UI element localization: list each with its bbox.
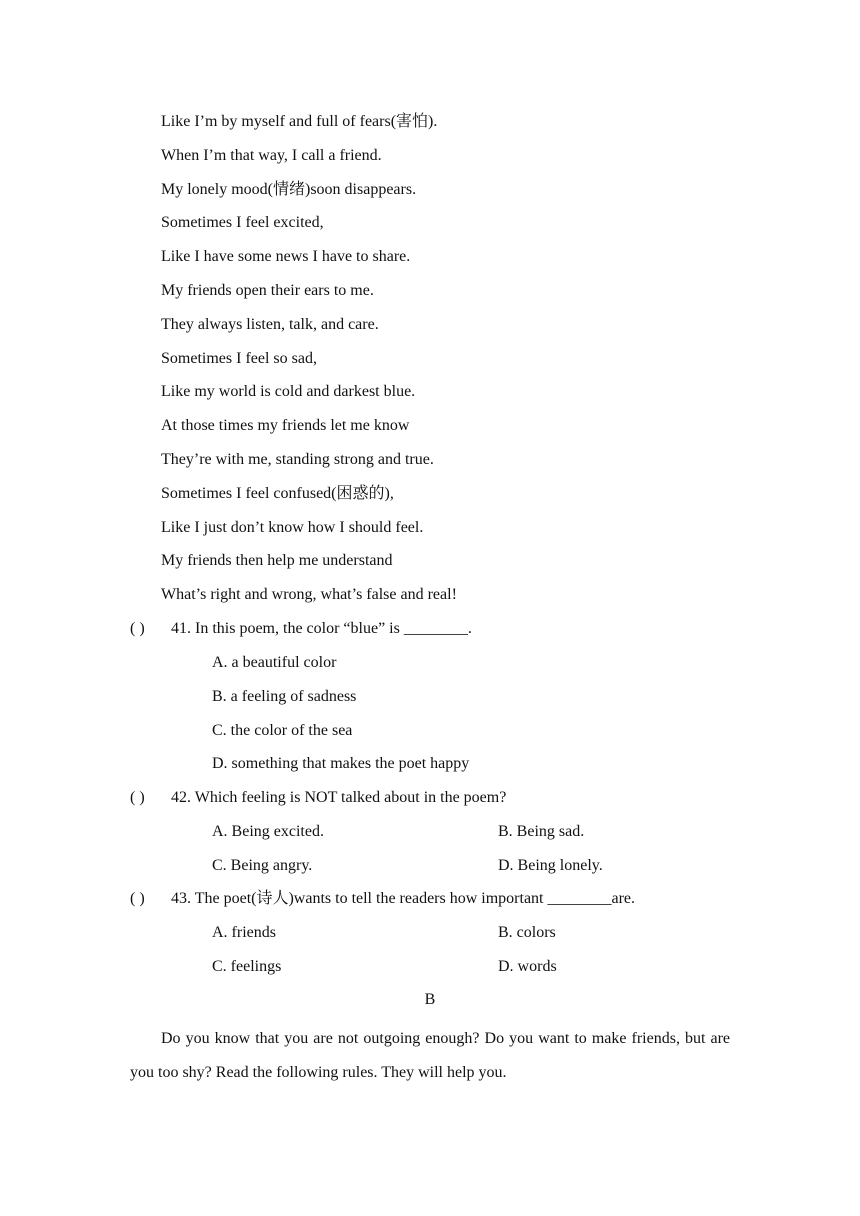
- poem-line: Sometimes I feel excited,: [161, 214, 324, 232]
- poem-line: My friends then help me understand: [161, 552, 393, 570]
- option-d: D. Being lonely.: [498, 857, 603, 874]
- option-a: A. a beautiful color: [212, 654, 337, 671]
- answer-blank[interactable]: ( ): [130, 789, 145, 806]
- option-d: D. words: [498, 958, 557, 975]
- answer-blank[interactable]: ( ): [130, 620, 145, 637]
- poem-line: Like I just don’t know how I should feel.: [161, 518, 424, 536]
- question-text: 42. Which feeling is NOT talked about in the poem?: [171, 789, 507, 806]
- option-c: C. feelings: [212, 958, 282, 975]
- answer-blank[interactable]: ( ): [130, 890, 145, 907]
- option-a: A. friends: [212, 924, 276, 941]
- question-text: 41. In this poem, the color “blue” is ________.: [171, 620, 472, 637]
- poem-line: They always listen, talk, and care.: [161, 315, 379, 333]
- option-d: D. something that makes the poet happy: [212, 755, 470, 772]
- poem-line: They’re with me, standing strong and true.: [161, 450, 434, 468]
- option-b: B. colors: [498, 924, 556, 941]
- question-41: [130, 617, 472, 641]
- option-c: C. the color of the sea: [212, 722, 353, 739]
- poem-line: Like my world is cold and darkest blue.: [161, 383, 416, 401]
- poem-line: What’s right and wrong, what’s false and real!: [161, 586, 457, 604]
- poem-line: My lonely mood(情绪)soon disappears.: [161, 180, 417, 198]
- option-a: A. Being excited.: [212, 823, 324, 840]
- poem-line: My friends open their ears to me.: [161, 281, 374, 299]
- option-b: B. a feeling of sadness: [212, 688, 357, 705]
- question-42: [130, 786, 506, 810]
- poem-line: Like I’m by myself and full of fears(害怕).: [161, 113, 438, 130]
- section-heading: B: [424, 991, 436, 1008]
- poem-line: At those times my friends let me know: [161, 417, 410, 435]
- option-b: B. Being sad.: [498, 823, 585, 840]
- question-43: [130, 887, 635, 911]
- poem-line: Sometimes I feel confused(困惑的),: [161, 484, 394, 502]
- passage-paragraph: Do you know that you are not outgoing enough? Do you want to make friends, but are you too shy? Read the following rules. They will help you.: [130, 1030, 730, 1081]
- option-c: C. Being angry.: [212, 857, 313, 874]
- poem-line: When I’m that way, I call a friend.: [161, 146, 382, 164]
- poem: [161, 110, 457, 617]
- poem-line: Like I have some news I have to share.: [161, 248, 411, 266]
- poem-line: Sometimes I feel so sad,: [161, 349, 317, 367]
- question-text: 43. The poet(诗人)wants to tell the readers how important ________are.: [171, 890, 636, 907]
